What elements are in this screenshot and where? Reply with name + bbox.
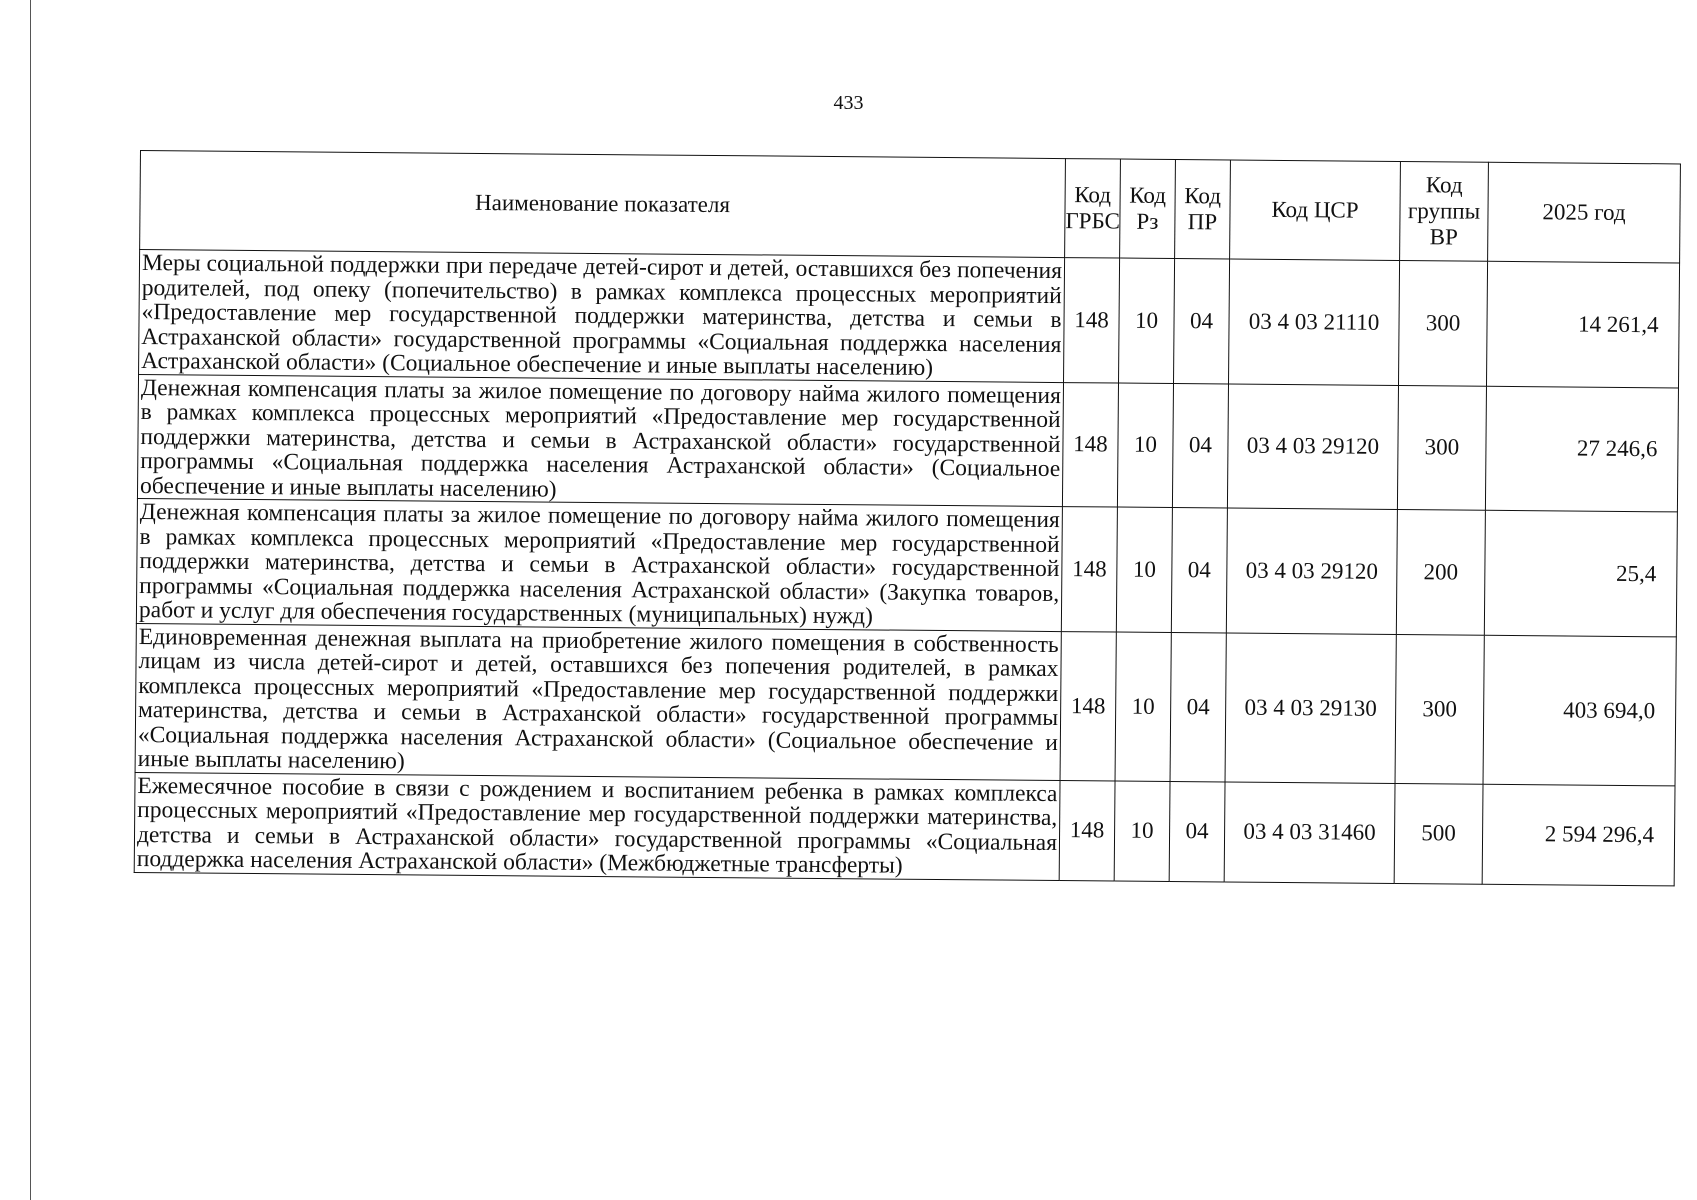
- header-vr-line1: Код: [1425, 172, 1463, 198]
- row-rz-cell: 10: [1117, 383, 1173, 508]
- row-name-cell: Ежемесячное пособие в связи с рождением и воспитанием ребенка в рамках комплекса процессных мероприятий «Предоставление мер государственной поддержки материнства, детства и семьи в Астраханской области» государственной программы «Социальная поддержка населения Астраханской области» (Межбюджетные трансферты): [134, 772, 1060, 880]
- row-grbs-cell: 148: [1064, 258, 1120, 383]
- row-csr-cell: 03 4 03 29120: [1226, 508, 1397, 634]
- table-row: [134, 772, 1675, 885]
- row-vr-cell: 300: [1395, 634, 1484, 784]
- page-number: 433: [833, 92, 864, 114]
- header-pr-line2: ПР: [1187, 209, 1218, 235]
- scan-edge-line: [30, 0, 31, 1200]
- header-vr-line3: ВР: [1429, 224, 1458, 250]
- row-rz-cell: 10: [1114, 781, 1170, 881]
- header-csr: [1230, 160, 1401, 260]
- row-pr-cell: 04: [1172, 383, 1228, 508]
- row-grbs-cell: 148: [1059, 780, 1115, 880]
- header-rz: [1120, 159, 1176, 258]
- row-csr-cell: 03 4 03 29130: [1225, 632, 1396, 782]
- header-grbs-line1: Код: [1074, 182, 1112, 208]
- budget-table: [134, 150, 1681, 886]
- row-grbs-cell: 148: [1062, 382, 1118, 507]
- row-pr-cell: 04: [1170, 632, 1226, 781]
- table-row: [135, 623, 1676, 785]
- header-pr: [1175, 160, 1231, 259]
- header-pr-line1: Код: [1184, 183, 1222, 209]
- row-amount-cell: 25,4: [1484, 510, 1677, 636]
- table-row: [136, 498, 1677, 636]
- row-rz-cell: 10: [1115, 632, 1171, 781]
- row-vr-cell: 300: [1397, 385, 1486, 510]
- row-name-cell: Единовременная денежная выплата на приобретение жилого помещения в собственность лицам из числа детей-сирот и детей, оставшихся без попечения родителей, в рамках комплекса процессных мероприятий «Предоставление мер государственной поддержки материнства, детства и семьи в Астраханской области» государственной программы «Социальная поддержка населения Астраханской области» (Социальное обеспечение и иные выплаты населению): [135, 623, 1061, 780]
- row-amount-cell: 403 694,0: [1483, 635, 1676, 786]
- row-rz-cell: 10: [1116, 507, 1172, 632]
- row-grbs-cell: 148: [1060, 631, 1116, 780]
- row-amount-cell: 2 594 296,4: [1482, 784, 1675, 886]
- header-grbs-line2: ГРБС: [1065, 208, 1121, 234]
- row-name-cell: Денежная компенсация платы за жилое помещение по договору найма жилого помещения в рамках комплекса процессных мероприятий «Предоставление мер государственной поддержки материнства, детства и семьи в Астраханской области» государственной программы «Социальная поддержка населения Астраханской области» (Закупка товаров, работ и услуг для обеспечения государственных (муниципальных) нужд): [136, 498, 1062, 631]
- row-name-cell: Денежная компенсация платы за жилое помещение по договору найма жилого помещения в рамках комплекса процессных мероприятий «Предоставление мер государственной поддержки материнства, детства и семьи в Астраханской области» государственной программы «Социальная поддержка населения Астраханской области» (Социальное обеспечение и иные выплаты населению): [137, 374, 1063, 507]
- table-header-row: [140, 151, 1681, 263]
- header-name-text: Наименование показателя: [474, 189, 731, 218]
- row-amount-cell: 14 261,4: [1486, 261, 1679, 387]
- row-csr-cell: 03 4 03 31460: [1224, 781, 1395, 882]
- row-csr-cell: 03 4 03 29120: [1227, 384, 1398, 510]
- header-rz-line1: Код: [1129, 182, 1167, 208]
- header-vr-line2: группы: [1407, 198, 1481, 224]
- table-sheet: [134, 150, 1680, 886]
- header-vr: [1400, 161, 1489, 261]
- row-amount-cell: 27 246,6: [1485, 386, 1678, 512]
- table-row: [137, 374, 1678, 512]
- header-grbs: [1065, 159, 1121, 258]
- row-pr-cell: 04: [1174, 259, 1230, 384]
- row-vr-cell: 200: [1396, 509, 1485, 634]
- row-pr-cell: 04: [1171, 508, 1227, 633]
- row-vr-cell: 500: [1394, 783, 1483, 884]
- header-year-text: 2025 год: [1542, 199, 1626, 225]
- row-rz-cell: 10: [1119, 258, 1175, 383]
- row-name-cell: Меры социальной поддержки при передаче детей-сирот и детей, оставшихся без попечения родителей, под опеку (попечительство) в рамках комплекса процессных мероприятий «Предоставление мер государственной поддержки материнства, детства и семьи в Астраханской области» государственной программы «Социальная поддержка населения Астраханской области» (Социальное обеспечение и иные выплаты населению): [139, 250, 1065, 383]
- header-name: [140, 151, 1066, 258]
- header-csr-text: Код ЦСР: [1271, 196, 1359, 223]
- table-row: [139, 250, 1680, 388]
- header-year: [1488, 162, 1681, 263]
- header-rz-line2: Рз: [1136, 208, 1159, 234]
- row-grbs-cell: 148: [1061, 507, 1117, 632]
- row-csr-cell: 03 4 03 21110: [1229, 259, 1400, 385]
- row-vr-cell: 300: [1398, 260, 1487, 385]
- row-pr-cell: 04: [1169, 781, 1225, 881]
